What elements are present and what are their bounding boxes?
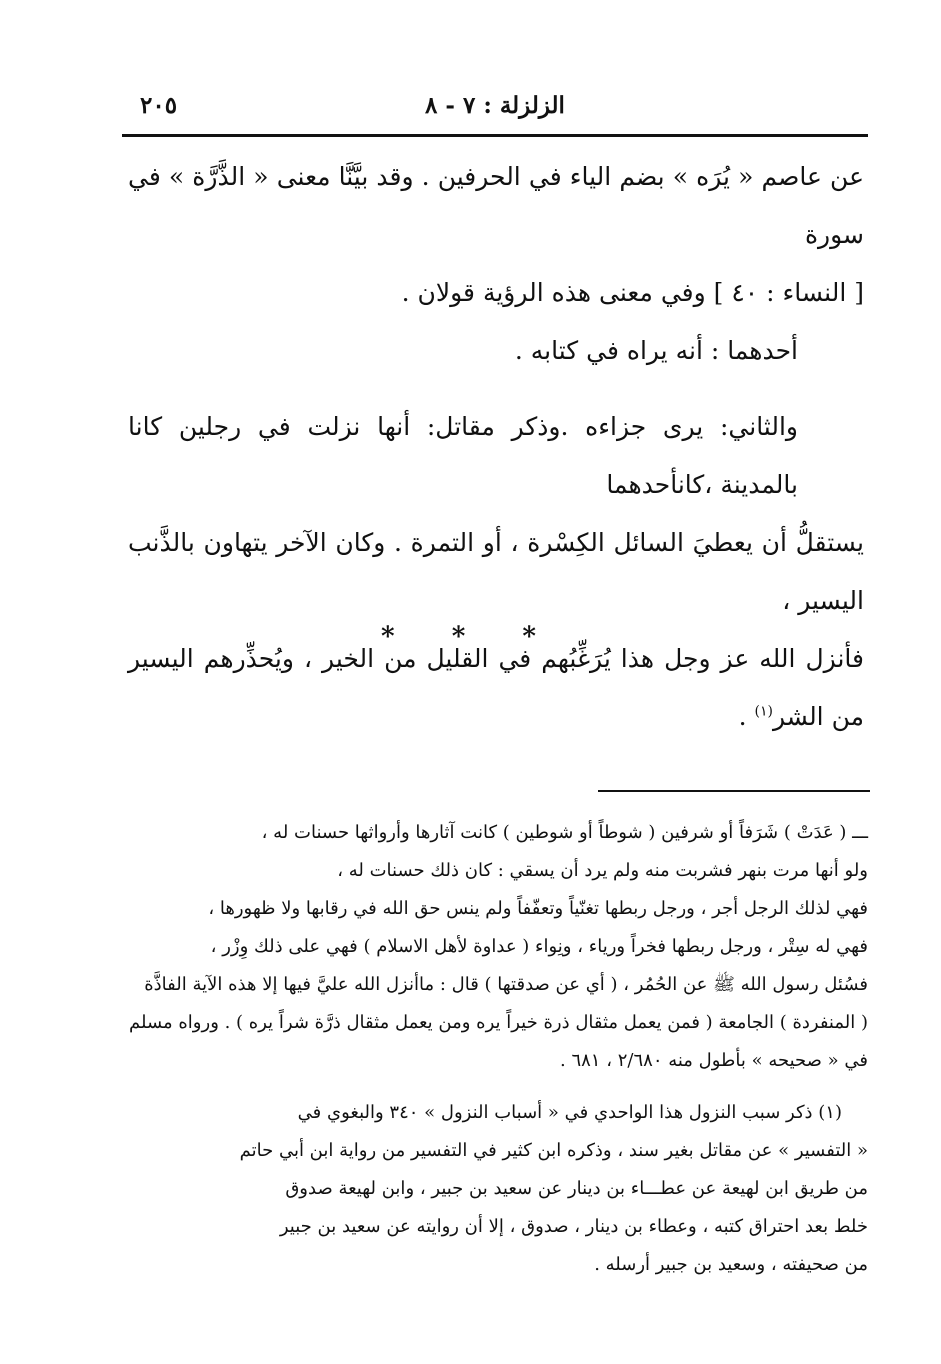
footnote-line: فهي لذلك الرجل أجر ، ورجل ربطها تغنّياً وتعفّفاً ولم ينس حق الله في رقابها ولا ظهورها ،: [208, 898, 868, 919]
footnote-line: في « صحيحه » بأطول منه ٢/٦٨٠ ، ٦٨١ .: [560, 1050, 868, 1071]
footnote-1: [128, 1094, 868, 1284]
footnote-line: ( المنفردة ) الجامعة ( فمن يعمل مثقال ذرة خيراً يره ومن يعمل مثقال ذرَّة شراً يره ) . ورواه مسلم: [129, 1012, 868, 1033]
footnote-line: ولو أنها مرت بنهر فشربت منه ولم يرد أن يسقي : كان ذلك حسنات له ،: [337, 860, 868, 881]
footnote-continued: [128, 814, 868, 1080]
footnote-line: فهي له سِتْر ، ورجل ربطها فخراً ورياء ، ونِواء ( عداوة لأهل الاسلام ) فهي على ذلك وِزْر ،: [210, 936, 868, 957]
footnote-line: خلط بعد احتراق كتبه ، وعطاء بن دينار ، صدوق ، إلا أن روايته عن سعيد بن جبير: [279, 1216, 868, 1237]
footnote-line: من طريق ابن لهيعة عن عطـــاء بن دينار عن سعيد بن جبير ، وابن لهيعة صدوق: [285, 1178, 868, 1199]
section-separator: * * *: [381, 622, 560, 652]
running-title: الزلزلة : ٧ - ٨: [425, 92, 565, 119]
page-number: ٢٠٥: [140, 92, 178, 119]
main-line: [ النساء : ٤٠ ] وفي معنى هذه الرؤية قولان .: [401, 278, 864, 307]
main-text: [128, 148, 864, 746]
footnotes: [128, 814, 868, 1284]
footnote-reference: (١): [754, 703, 773, 720]
footnote-line: ـــ ( عَدَتْ ) شَرَفاً أو شرفين ( شوطاً أو شوطين ) كانت آثارها وأرواثها حسنات له ،: [261, 822, 868, 843]
footnote-line: (١) ذكر سبب النزول هذا الواحدي في « أسباب النزول » ٣٤٠ والبغوي في: [297, 1102, 842, 1123]
main-line: والثاني: يرى جزاءه .وذكر مقاتل: أنها نزلت في رجلين كانا بالمدينة ،كانأحدهما: [128, 412, 798, 499]
page-header: [122, 86, 868, 126]
closing-punctuation: .: [738, 702, 755, 731]
footnote-rule: [598, 790, 870, 792]
main-line-text: فأنزل الله عز وجل هذا يُرَغِّبُهم في القليل من الخير ، ويُحذِّرهم اليسير من الشر: [128, 644, 864, 731]
main-line: يستقلُّ أن يعطيَ السائل الكِسْرة ، أو التمرة . وكان الآخر يتهاون بالذَّنب اليسير ،: [128, 528, 864, 615]
header-rule: [122, 134, 868, 137]
footnote-line: من صحيفته ، وسعيد بن جبير أرسله .: [594, 1254, 868, 1275]
footnote-line: « التفسير » عن مقاتل بغير سند ، وذكره ابن كثير في التفسير من رواية ابن أبي حاتم: [239, 1140, 868, 1161]
footnote-line: فسُئل رسول الله ﷺ عن الحُمُر ، ( أي عن صدقتها ) قال : ماأنزل الله عليَّ فيها إلا هذه الآية الفاذَّة: [144, 974, 868, 995]
main-line: أحدهما : أنه يراه في كتابه .: [514, 336, 798, 365]
main-line: عن عاصم « يُرَه » بضم الياء في الحرفين . وقد بيَّنَّا معنى « الذَّرَّة » في سورة: [128, 162, 864, 249]
